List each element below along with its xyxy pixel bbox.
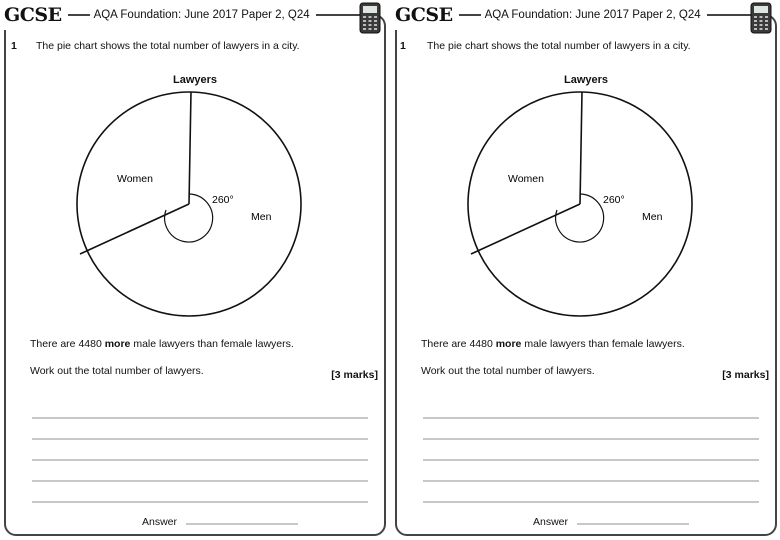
calculator-icon <box>750 2 772 34</box>
pie-chart <box>75 90 315 330</box>
question-number: 1 <box>400 40 406 52</box>
statement-emphasis: more <box>104 338 131 350</box>
question-text: The pie chart shows the total number of lawyers in a city. <box>36 40 300 52</box>
chart-title: Lawyers <box>563 74 609 86</box>
working-line[interactable] <box>32 459 368 461</box>
working-line[interactable] <box>423 480 759 482</box>
statement-emphasis: more <box>495 338 522 350</box>
page-header-right <box>393 0 707 30</box>
slice-label-men: Men <box>251 211 272 223</box>
given-statement <box>30 338 294 350</box>
question-card-left <box>4 14 386 536</box>
slice-label-women: Women <box>508 173 544 185</box>
header-divider <box>459 14 481 16</box>
question-text: The pie chart shows the total number of lawyers in a city. <box>427 40 691 52</box>
question-card-right <box>395 14 777 536</box>
source-reference: AQA Foundation: June 2017 Paper 2, Q24 <box>484 9 701 21</box>
working-line[interactable] <box>32 417 368 419</box>
calculator-icon <box>359 2 381 34</box>
answer-label: Answer <box>533 516 569 528</box>
statement-part: There are 4480 <box>421 338 496 350</box>
statement-part: There are 4480 <box>30 338 105 350</box>
source-reference: AQA Foundation: June 2017 Paper 2, Q24 <box>93 9 310 21</box>
working-line[interactable] <box>32 438 368 440</box>
chart-title: Lawyers <box>172 74 218 86</box>
pie-chart <box>466 90 706 330</box>
question-number: 1 <box>11 40 17 52</box>
page-header-left <box>2 0 316 30</box>
marks-label: [3 marks] <box>331 369 378 381</box>
answer-line[interactable] <box>186 523 298 525</box>
slice-label-men: Men <box>642 211 663 223</box>
working-line[interactable] <box>32 501 368 503</box>
gcse-logo: GCSE <box>4 4 62 26</box>
marks-label: [3 marks] <box>722 369 769 381</box>
statement-part: male lawyers than female lawyers. <box>130 338 294 350</box>
header-divider <box>68 14 90 16</box>
slice-label-women: Women <box>117 173 153 185</box>
task-text: Work out the total number of lawyers. <box>30 365 204 377</box>
task-text: Work out the total number of lawyers. <box>421 365 595 377</box>
working-line[interactable] <box>32 480 368 482</box>
working-line[interactable] <box>423 417 759 419</box>
answer-label: Answer <box>142 516 178 528</box>
working-line[interactable] <box>423 438 759 440</box>
angle-label: 260° <box>212 194 234 206</box>
working-line[interactable] <box>423 459 759 461</box>
gcse-logo: GCSE <box>395 4 453 26</box>
working-line[interactable] <box>423 501 759 503</box>
angle-label: 260° <box>603 194 625 206</box>
given-statement <box>421 338 685 350</box>
answer-line[interactable] <box>577 523 689 525</box>
statement-part: male lawyers than female lawyers. <box>521 338 685 350</box>
